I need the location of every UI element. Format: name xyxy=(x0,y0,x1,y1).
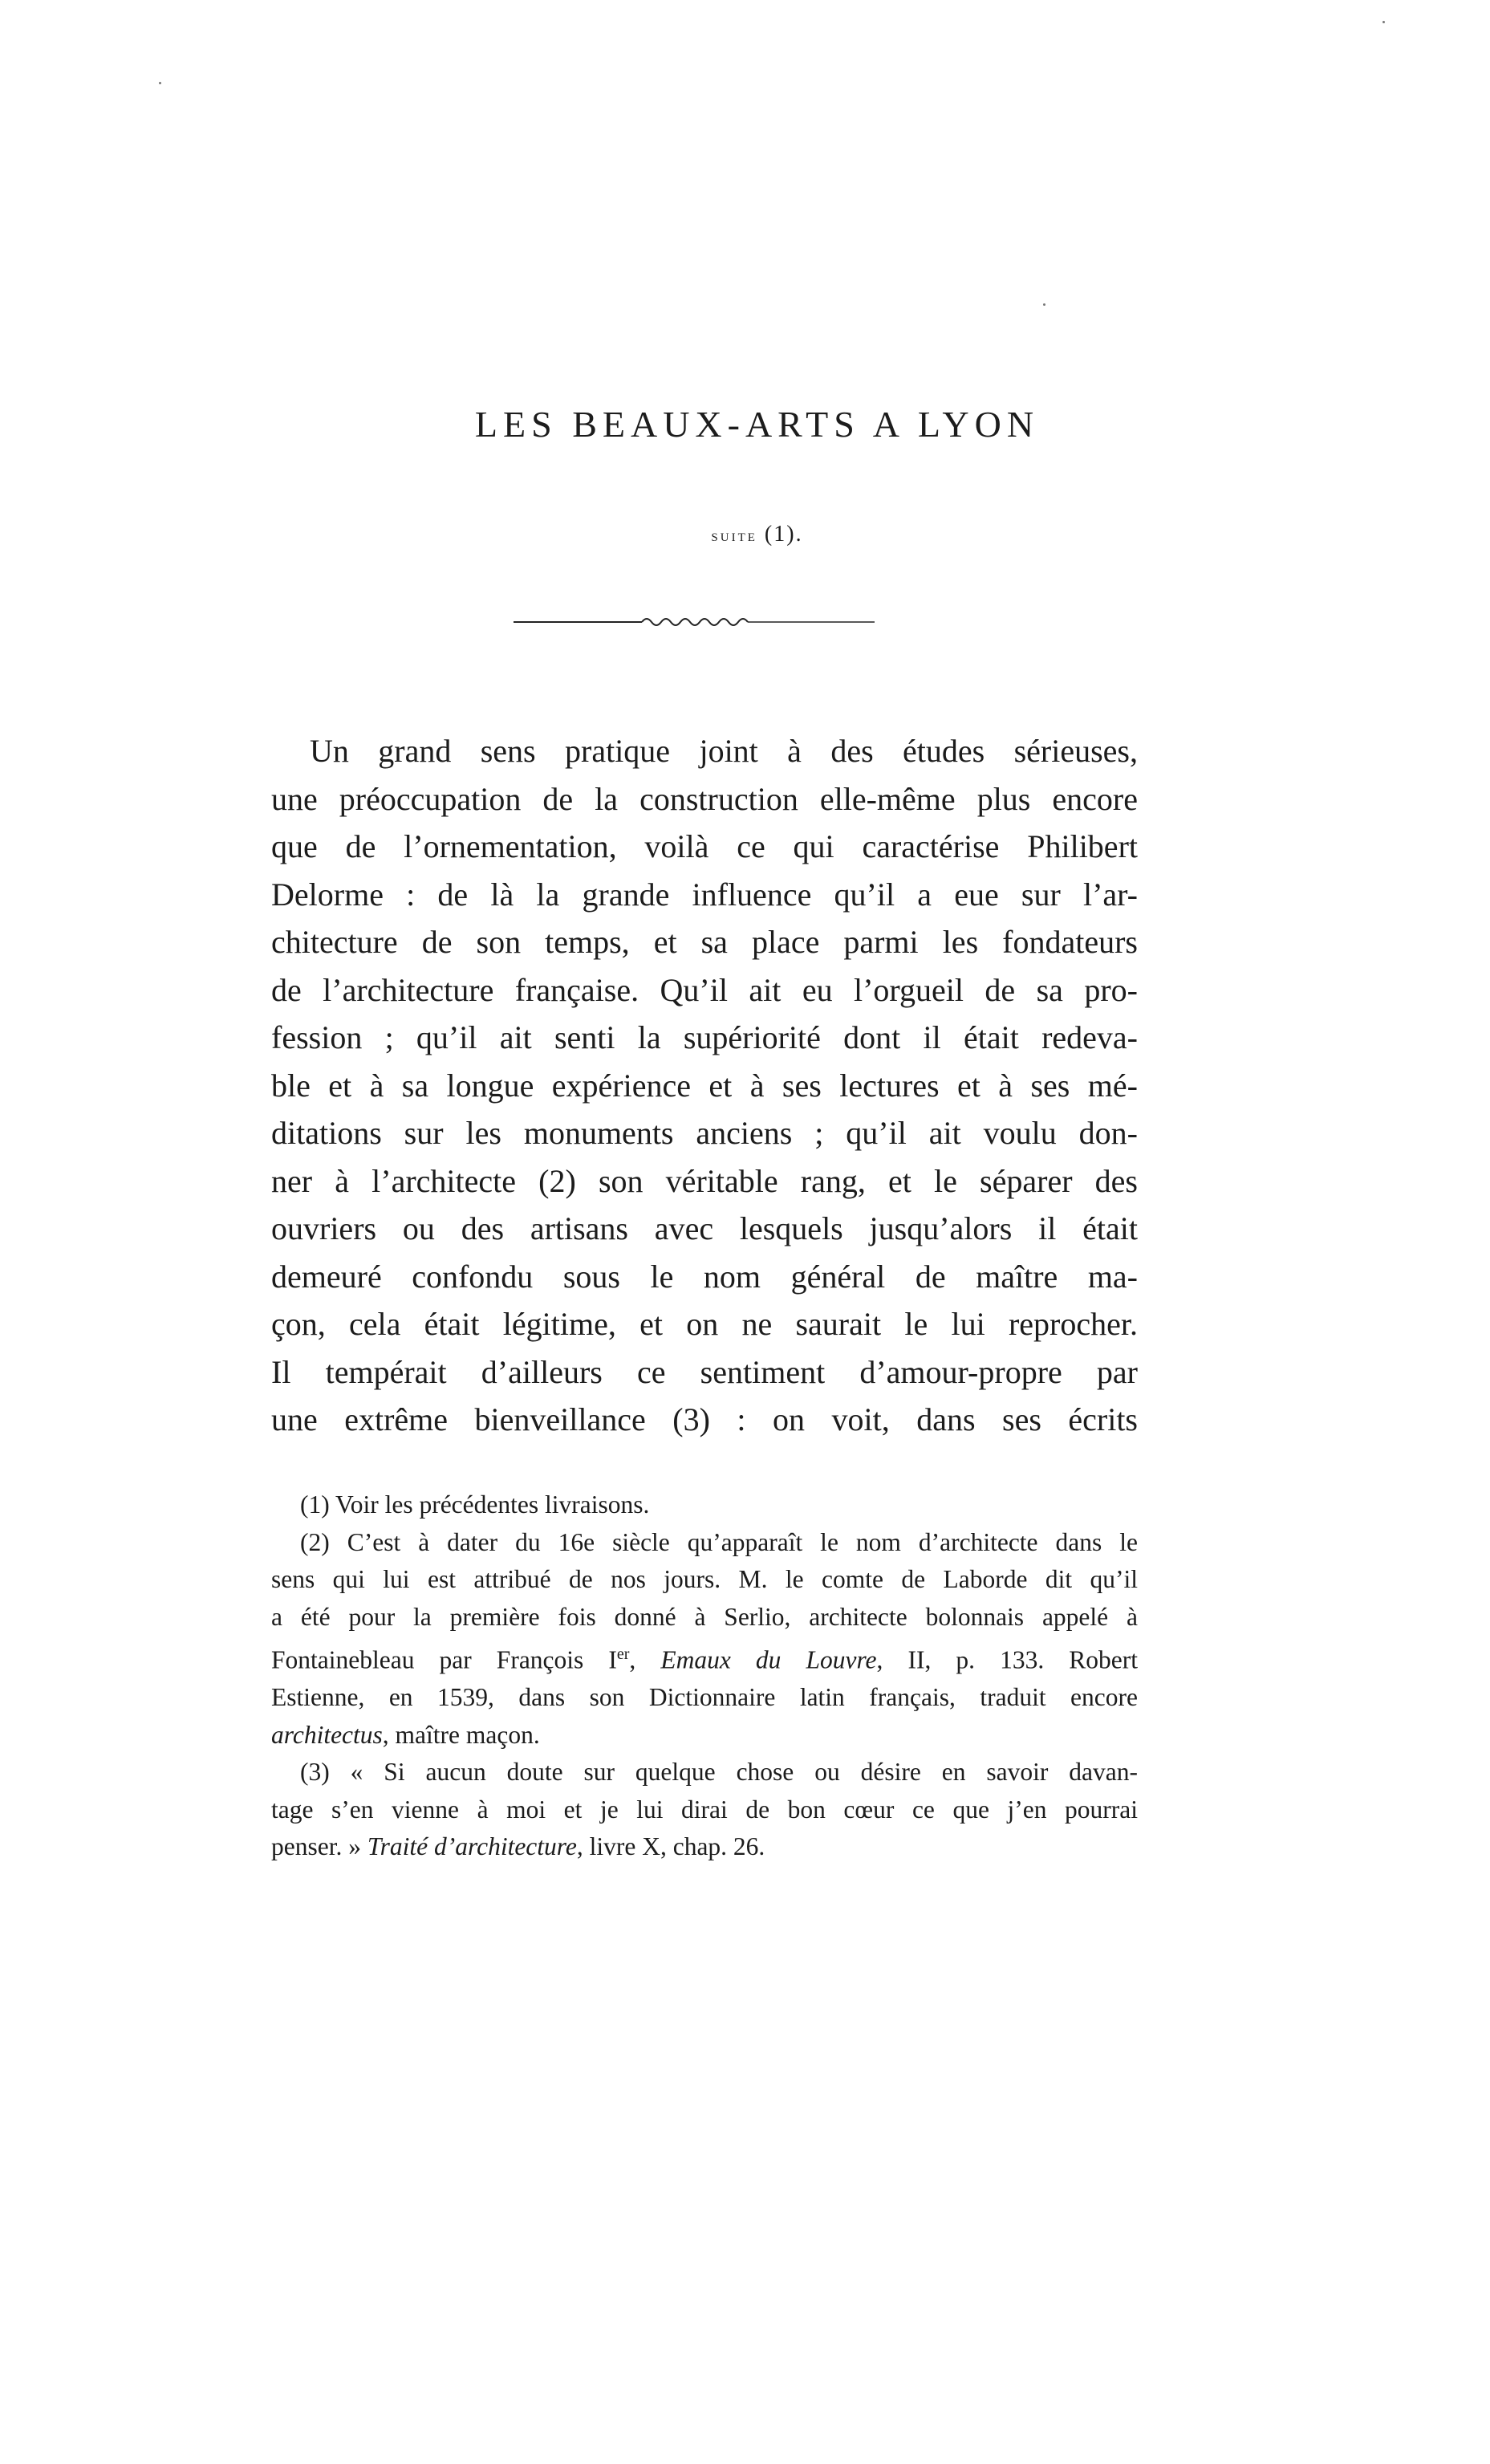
footnote-2-line xyxy=(271,1717,1138,1754)
footnote-text: Fontainebleau par François I xyxy=(271,1645,617,1674)
italic-title: Traité d’architecture xyxy=(367,1832,577,1860)
footnote-1: (1) Voir les précédentes livraisons. xyxy=(300,1490,650,1519)
subtitle-ref: (1). xyxy=(764,522,803,547)
paragraph-line: ner à l’architecte (2) son véritable rang, et le séparer des xyxy=(271,1162,1138,1199)
footnote-3-line xyxy=(271,1828,1138,1866)
footnote-2-line xyxy=(271,1636,1138,1679)
scan-speck xyxy=(159,82,161,84)
paragraph-line: ditations sur les monuments anciens ; qu’il ait voulu don- xyxy=(271,1115,1138,1151)
paragraph-line: demeuré confondu sous le nom général de maître ma- xyxy=(271,1258,1138,1295)
scan-speck xyxy=(1382,21,1385,23)
paragraph-line: Delorme : de là la grande influence qu’il a eue sur l’ar- xyxy=(271,876,1138,913)
footnote-text: , livre X, chap. 26. xyxy=(576,1832,765,1860)
superscript: er xyxy=(616,1645,630,1663)
page-title: LES BEAUX-ARTS A LYON xyxy=(474,404,1040,445)
decorative-rule-icon xyxy=(514,610,875,634)
footnote-2-line: (2) C’est à dater du 16e siècle qu’apparaît le nom d’architecte dans le xyxy=(300,1527,1138,1556)
footnote-2-line: a été pour la première fois donné à Serlio, architecte bolonnais appelé à xyxy=(271,1602,1138,1631)
paragraph-line: chitecture de son temps, et sa place parmi les fondateurs xyxy=(271,924,1138,960)
paragraph-line: ouvriers ou des artisans avec lesquels jusqu’alors il était xyxy=(271,1210,1138,1246)
paragraph-line: de l’architecture française. Qu’il ait eu l’orgueil de sa pro- xyxy=(271,971,1138,1008)
paragraph-line: une préoccupation de la construction elle-même plus encore xyxy=(271,780,1138,817)
scan-speck xyxy=(1043,303,1045,306)
paragraph-line: une extrême bienveillance (3) : on voit, dans ses écrits xyxy=(271,1401,1138,1437)
footnote-3-line: tage s’en vienne à moi et je lui dirai de bon cœur ce que j’en pourrai xyxy=(271,1795,1138,1824)
paragraph-line: çon, cela était légitime, et on ne saurait le lui reprocher. xyxy=(271,1306,1138,1342)
page-subtitle xyxy=(0,522,1490,547)
italic-term: architectus xyxy=(271,1720,383,1749)
italic-title: Emaux du Louvre xyxy=(660,1645,877,1674)
paragraph-line: Il tempérait d’ailleurs ce sentiment d’amour-propre par xyxy=(271,1353,1138,1390)
subtitle-suite: suite xyxy=(711,525,757,545)
footnote-text: penser. » xyxy=(271,1832,367,1860)
main-paragraph xyxy=(271,727,1138,1444)
footnote-2-line: Estienne, en 1539, dans son Dictionnaire latin français, traduit encore xyxy=(271,1683,1138,1711)
footnote-2-line: sens qui lui est attribué de nos jours. M. le comte de Laborde dit qu’il xyxy=(271,1565,1138,1593)
footnote-text: , maître maçon. xyxy=(382,1720,540,1749)
footnote-text: , xyxy=(629,1645,661,1674)
paragraph-line: que de l’ornementation, voilà ce qui caractérise Philibert xyxy=(271,828,1138,864)
paragraph-line: Un grand sens pratique joint à des études sérieuses, xyxy=(310,733,1138,769)
footnotes xyxy=(271,1486,1138,1866)
footnote-3-line: (3) « Si aucun doute sur quelque chose ou désire en savoir davan- xyxy=(300,1758,1138,1786)
paragraph-line: ble et à sa longue expérience et à ses lectures et à ses mé- xyxy=(271,1067,1138,1104)
paragraph-line: fession ; qu’il ait senti la supériorité dont il était redeva- xyxy=(271,1019,1138,1055)
footnote-text: , II, p. 133. Robert xyxy=(876,1645,1139,1674)
